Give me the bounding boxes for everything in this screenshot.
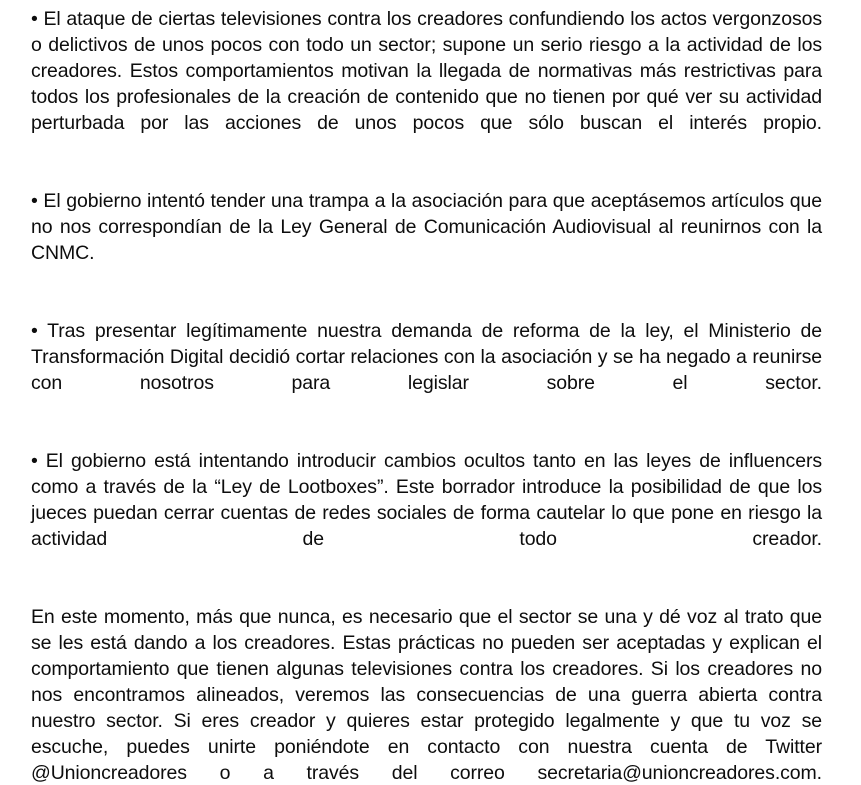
bullet-paragraph-2: • El gobierno intentó tender una trampa a la asociación para que aceptásemos artículos que no nos correspondían de la Ley General de Comunicación Audiovisual al reunirnos con la CNMC.	[31, 190, 822, 264]
bullet-paragraph-4: • El gobierno está intentando introducir cambios ocultos tanto en las leyes de influencers como a través de la “Ley de Lootboxes”. Este borrador introduce la posibilidad de que los jueces puedan cerrar cuentas de redes sociales de forma cautelar lo que pone en riesgo la actividad de todo creador.	[31, 450, 822, 550]
bullet-paragraph-3: • Tras presentar legítimamente nuestra demanda de reforma de la ley, el Ministerio de Transformación Digital decidió cortar relaciones con la asociación y se ha negado a reunirse con nosotros para legislar sobre el sector.	[31, 320, 822, 394]
bullet-paragraph-1: • El ataque de ciertas televisiones contra los creadores confundiendo los actos vergonzosos o delictivos de unos pocos con todo un sector; supone un serio riesgo a la actividad de los creadores. Estos comportamientos motivan la llegada de normativas más restrictivas para todos los profesionales de la creación de contenido que no tienen por qué ver su actividad perturbada por las acciones de unos pocos que sólo buscan el interés propio.	[31, 8, 822, 134]
closing-paragraph: En este momento, más que nunca, es necesario que el sector se una y dé voz al trato que se les está dando a los creadores. Estas prácticas no pueden ser aceptadas y explican el comportamiento que tienen algunas televisiones contra los creadores. Si los creadores no nos encontramos alineados, veremos las consecuencias de una guerra abierta contra nuestro sector. Si eres creador y quieres estar protegido legalmente y que tu voz se escuche, puedes unirte poniéndote en contacto con nuestra cuenta de Twitter @Unioncreadores o a través del correo secretaria@unioncreadores.com.	[31, 606, 822, 784]
document-body	[31, 6, 822, 785]
